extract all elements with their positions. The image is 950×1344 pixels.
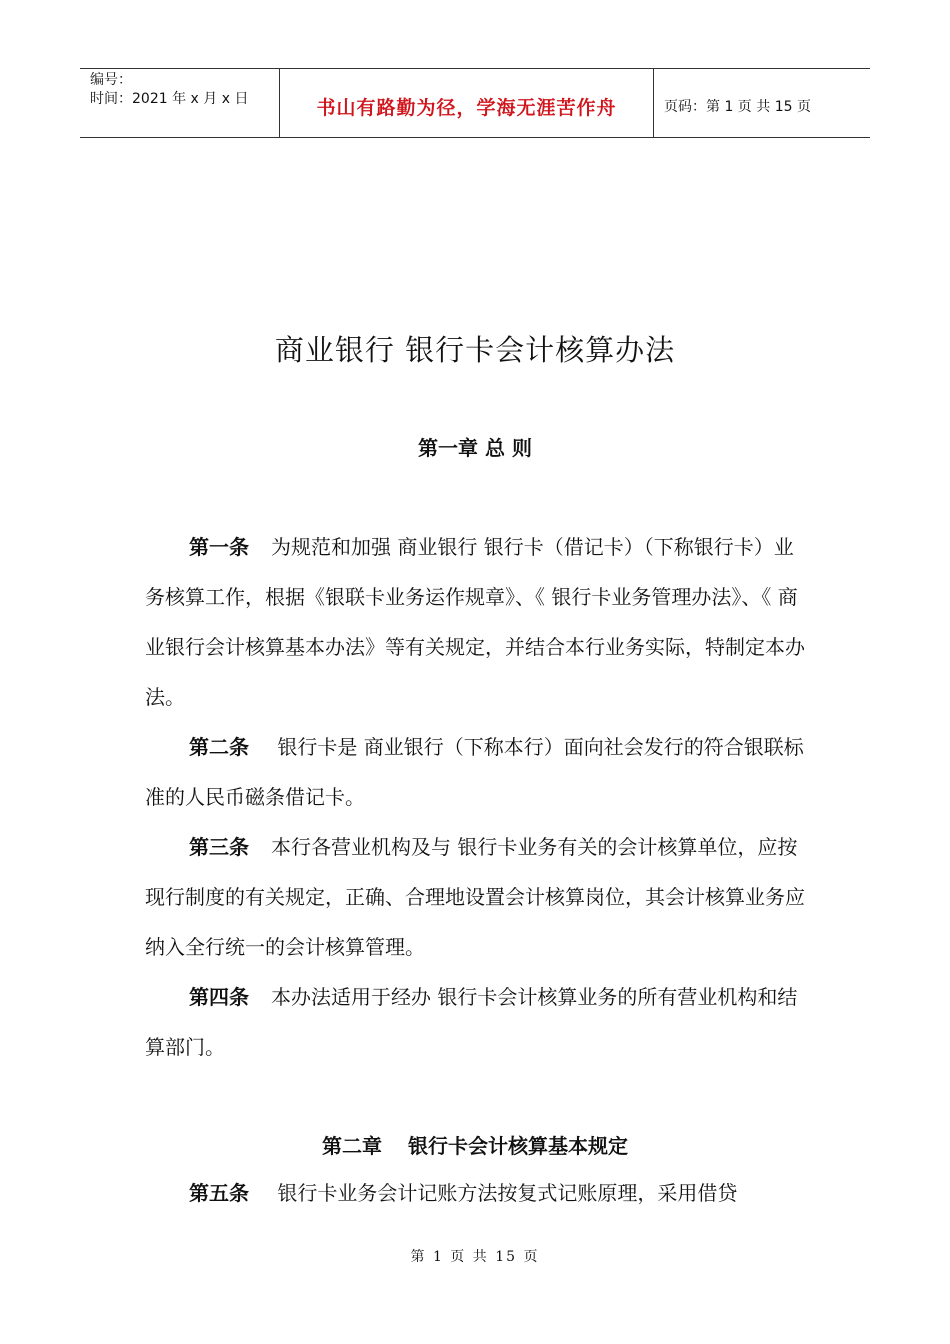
chapter-2-number: 第二章 [322, 1134, 382, 1158]
article-1-text: 为规范和加强 商业银行 银行卡（借记卡）（下称银行卡）业务核算工作，根据《银联卡业务运作规章》、《 银行卡业务管理办法》、《 商业银行会计核算基本办法》等有关规定，并结合本行业务实际，特制定本办法。 [145, 535, 805, 709]
page-footer: 第 1 页 共 15 页 [410, 1249, 540, 1265]
chapter-2-name: 银行卡会计核算基本规定 [408, 1134, 628, 1158]
article-4-text: 本办法适用于经办 银行卡会计核算业务的所有营业机构和结算部门。 [145, 985, 798, 1059]
article-4-label: 第四条 [189, 985, 249, 1009]
document-title: 商业银行 银行卡会计核算办法 [274, 333, 676, 367]
article-3 [145, 822, 813, 972]
chapter-2-title [0, 1130, 950, 1159]
article-5-label: 第五条 [189, 1181, 249, 1205]
time-label: 时间：2021 年 x 月 x 日 [90, 91, 249, 107]
article-1 [145, 522, 813, 722]
document-header [80, 68, 870, 138]
article-4 [145, 972, 813, 1072]
article-1-label: 第一条 [189, 535, 249, 559]
header-meta [80, 69, 280, 137]
article-5-text: 银行卡业务会计记账方法按复式记账原理，采用借贷 [271, 1181, 738, 1205]
article-2 [145, 722, 813, 822]
article-2-label: 第二条 [189, 735, 249, 759]
article-5 [145, 1168, 813, 1218]
article-3-label: 第三条 [189, 835, 249, 859]
header-page-info: 页码：第 1 页 共 15 页 [664, 99, 811, 115]
header-motto: 书山有路勤为径，学海无涯苦作舟 [280, 69, 654, 137]
chapter-1-title: 第一章 总 则 [418, 436, 532, 460]
article-3-text: 本行各营业机构及与 银行卡业务有关的会计核算单位，应按现行制度的有关规定，正确、合理地设置会计核算岗位，其会计核算业务应纳入全行统一的会计核算管理。 [145, 835, 805, 959]
number-label: 编号： [90, 72, 132, 88]
article-2-text: 银行卡是 商业银行（下称本行）面向社会发行的符合银联标准的人民币磁条借记卡。 [145, 735, 804, 809]
